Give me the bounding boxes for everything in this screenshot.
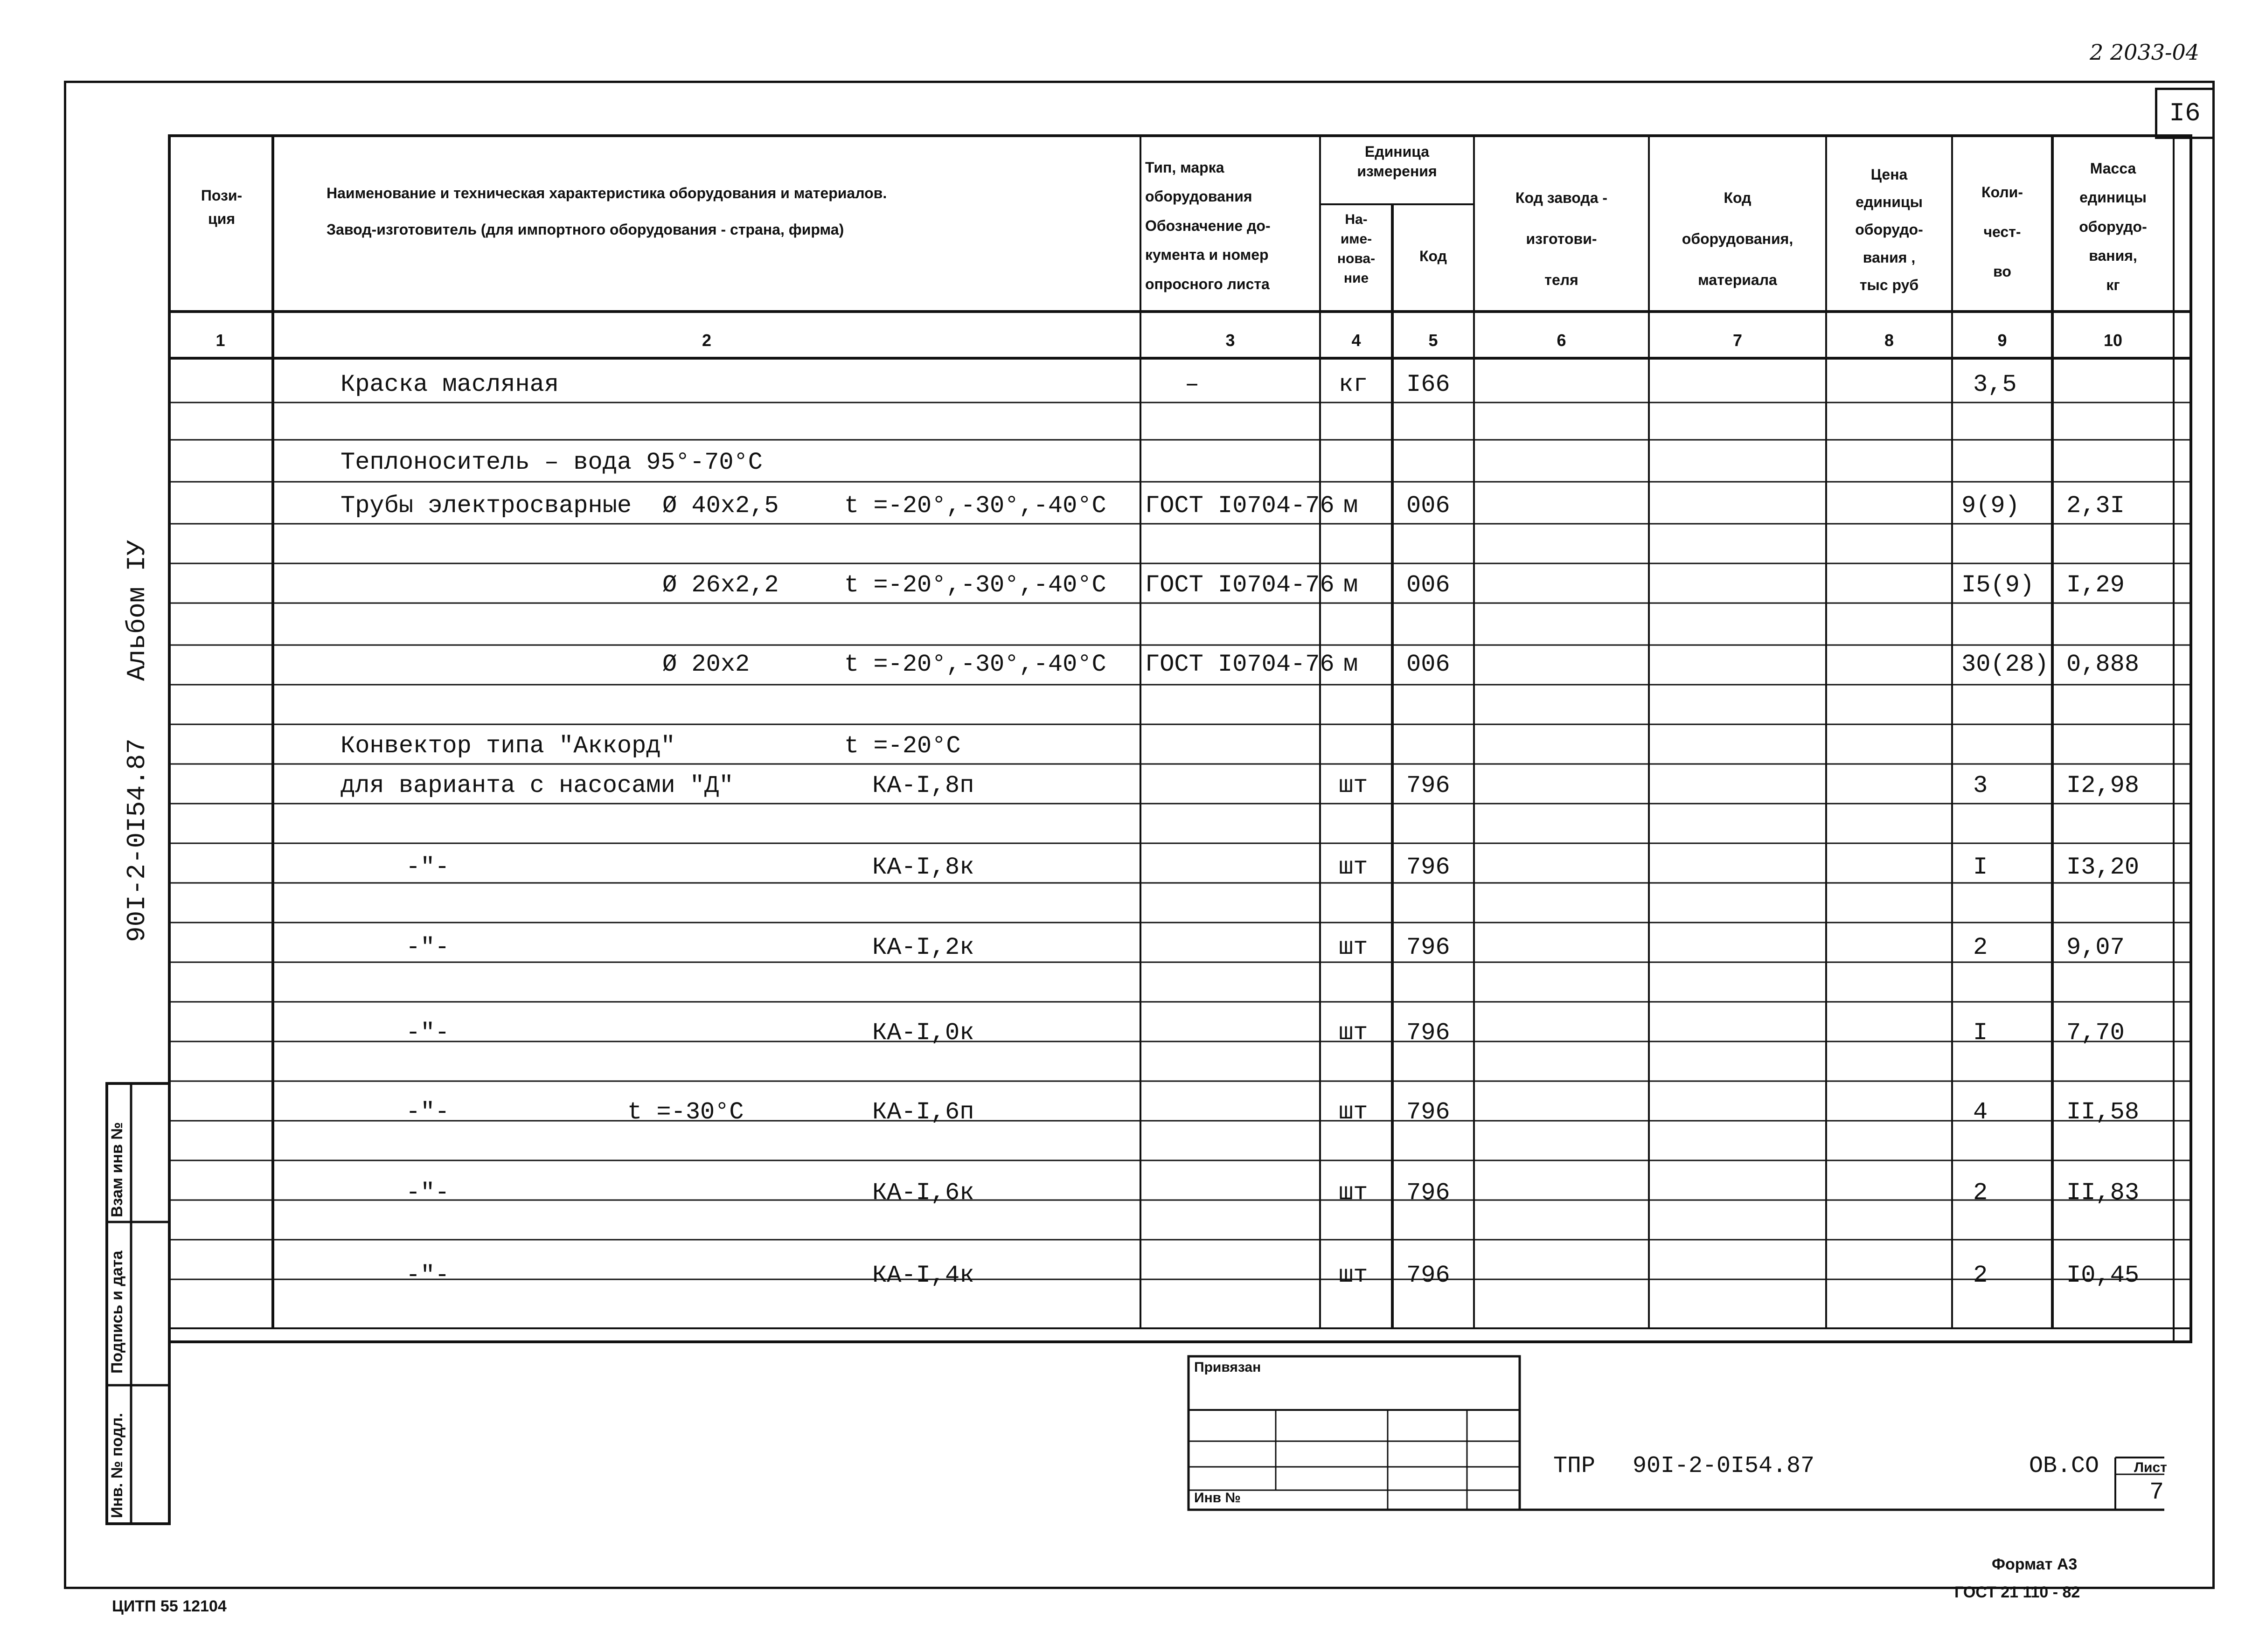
- row-type: КА-I,6к: [872, 1179, 974, 1207]
- row-qty: 3: [1973, 772, 1988, 799]
- row-qty: 30(28): [1961, 651, 2049, 678]
- row-unit: шт: [1339, 1262, 1368, 1289]
- header-position: Пози- ция: [201, 187, 243, 227]
- row-mass: II,83: [2066, 1179, 2140, 1207]
- row-unit: шт: [1339, 1098, 1368, 1126]
- header-mass: Масса единицы оборудо- вания, кг: [2079, 160, 2147, 293]
- row-code: 796: [1406, 1262, 1450, 1289]
- sheet-number: 7: [2149, 1478, 2164, 1506]
- row-param: t =-30°С: [627, 1098, 744, 1126]
- row-param: t =-20°,-30°,-40°С: [844, 651, 1106, 678]
- footer-gost: ГОСТ 21 110 - 82: [1954, 1583, 2080, 1601]
- row-size: Ø 40х2,5: [662, 492, 779, 520]
- doc-code: 90I-2-0I54.87: [1633, 1453, 1815, 1479]
- row-qty: I5(9): [1961, 571, 2035, 599]
- row-type: КА-I,0к: [872, 1019, 974, 1047]
- header-name: Наименование и техническая характеристика оборудования и материалов. Завод-изготовитель (для импортного оборудования - страна, фирма): [327, 185, 887, 238]
- row-code: 796: [1406, 1098, 1450, 1126]
- title-block-grid: [1187, 1355, 2181, 1518]
- colnum-5: 5: [1428, 331, 1438, 350]
- row-mass: I3,20: [2066, 854, 2140, 881]
- colnum-3: 3: [1225, 331, 1235, 350]
- row-mass: II,58: [2066, 1098, 2140, 1126]
- doc-suffix: ОВ.СО: [2029, 1453, 2099, 1479]
- row-mass: I2,98: [2066, 772, 2140, 799]
- bound-label: Привязан: [1194, 1360, 1261, 1375]
- row-code: I66: [1406, 371, 1450, 398]
- row-code: 006: [1406, 651, 1450, 678]
- row-mass: I0,45: [2066, 1262, 2140, 1289]
- row-unit: м: [1343, 492, 1358, 520]
- row-name: Теплоноситель – вода 95°-70°С: [341, 449, 763, 476]
- stamp-label-inv-original: Инв. № подл.: [108, 1413, 126, 1518]
- row-doc: –: [1185, 371, 1200, 398]
- row-unit: кг: [1339, 371, 1368, 398]
- inv-label: Инв №: [1194, 1490, 1241, 1506]
- row-name: -"-: [406, 1098, 450, 1126]
- row-param: t =-20°,-30°,-40°С: [844, 492, 1106, 520]
- colnum-6: 6: [1557, 331, 1566, 350]
- row-code: 796: [1406, 1179, 1450, 1207]
- project-code-vertical: 90I-2-0I54.87: [122, 738, 152, 942]
- row-param: t =-20°С: [844, 732, 961, 760]
- row-type: КА-I,8п: [872, 772, 974, 799]
- header-type: Тип, марка оборудования Обозначение до- кумента и номер опросного листа: [1145, 159, 1271, 292]
- row-size: Ø 26х2,2: [662, 571, 779, 599]
- header-price: Цена единицы оборудо- вания , тыс руб: [1855, 166, 1923, 293]
- footer-format: Формат А3: [1992, 1555, 2078, 1573]
- row-qty: 2: [1973, 934, 1988, 961]
- sheet-corner-number: I6: [2155, 88, 2215, 139]
- album-label: Альбом IУ: [122, 540, 152, 681]
- row-name: Краска масляная: [341, 371, 559, 398]
- row-param: t =-20°,-30°,-40°С: [844, 571, 1106, 599]
- sheet-label: Лист: [2134, 1460, 2167, 1475]
- row-name: Конвектор типа "Аккорд": [341, 732, 675, 760]
- row-doc: ГОСТ I0704-76: [1145, 492, 1335, 520]
- row-code: 006: [1406, 492, 1450, 520]
- row-code: 796: [1406, 934, 1450, 961]
- row-type: КА-I,2к: [872, 934, 974, 961]
- row-name: для варианта с насосами "Д": [341, 772, 734, 799]
- row-qty: 2: [1973, 1262, 1988, 1289]
- row-code: 006: [1406, 571, 1450, 599]
- row-name: Трубы электросварные: [341, 492, 632, 520]
- colnum-1: 1: [215, 331, 225, 350]
- row-name: -"-: [406, 1262, 450, 1289]
- row-doc: ГОСТ I0704-76: [1145, 571, 1335, 599]
- row-qty: 2: [1973, 1179, 1988, 1207]
- row-type: КА-I,4к: [872, 1262, 974, 1289]
- row-qty: I: [1973, 1019, 1988, 1047]
- footer-left-code: ЦИТП 55 12104: [112, 1597, 227, 1615]
- row-code: 796: [1406, 1019, 1450, 1047]
- row-doc: ГОСТ I0704-76: [1145, 651, 1335, 678]
- header-quantity: Коли- чест- во: [1981, 184, 2023, 280]
- colnum-4: 4: [1351, 331, 1361, 350]
- row-unit: шт: [1339, 1179, 1368, 1207]
- row-code: 796: [1406, 854, 1450, 881]
- row-unit: м: [1343, 651, 1358, 678]
- header-unit: Единица измерения: [1357, 143, 1437, 180]
- colnum-9: 9: [1997, 331, 2007, 350]
- header-equipment-code: Код оборудования, материала: [1682, 189, 1793, 288]
- stamp-label-replace-inv: Взам инв №: [108, 1122, 126, 1217]
- row-mass: 0,888: [2066, 651, 2140, 678]
- colnum-7: 7: [1732, 331, 1743, 350]
- archive-code: 2 2033-04: [2090, 40, 2200, 65]
- row-name: -"-: [406, 1019, 450, 1047]
- row-mass: I,29: [2066, 571, 2125, 599]
- row-name: -"-: [406, 1179, 450, 1207]
- colnum-10: 10: [2103, 331, 2123, 350]
- row-unit: шт: [1339, 772, 1368, 799]
- row-unit: шт: [1339, 934, 1368, 961]
- header-factory-code: Код завода - изготови- теля: [1515, 189, 1608, 288]
- row-type: КА-I,6п: [872, 1098, 974, 1126]
- row-size: Ø 20х2: [662, 651, 750, 678]
- row-name: -"-: [406, 934, 450, 961]
- row-type: КА-I,8к: [872, 854, 974, 881]
- row-code: 796: [1406, 772, 1450, 799]
- row-unit: шт: [1339, 1019, 1368, 1047]
- row-name: -"-: [406, 854, 450, 881]
- row-qty: 9(9): [1961, 492, 2020, 520]
- row-qty: 3,5: [1973, 371, 2017, 398]
- colnum-8: 8: [1884, 331, 1894, 350]
- doc-prefix: ТПР: [1553, 1453, 1596, 1479]
- row-mass: 2,3I: [2066, 492, 2125, 520]
- row-unit: м: [1343, 571, 1358, 599]
- header-unit-code: Код: [1419, 248, 1447, 264]
- row-mass: 9,07: [2066, 934, 2125, 961]
- header-unit-name: На- име- нова- ние: [1337, 212, 1376, 286]
- row-qty: 4: [1973, 1098, 1988, 1126]
- stamp-label-signature-date: Подпись и дата: [108, 1250, 126, 1374]
- row-unit: шт: [1339, 854, 1368, 881]
- colnum-2: 2: [702, 331, 712, 350]
- row-mass: 7,70: [2066, 1019, 2125, 1047]
- row-qty: I: [1973, 854, 1988, 881]
